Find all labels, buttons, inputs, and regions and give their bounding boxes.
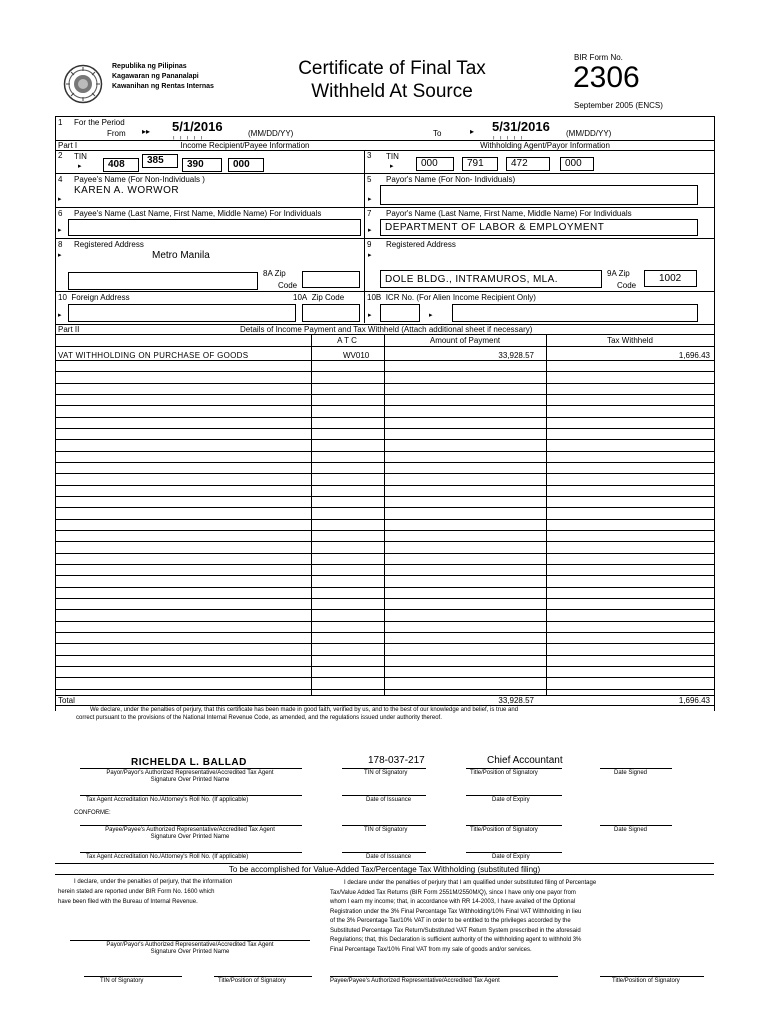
payee-tin-part-4[interactable]: 000: [228, 158, 264, 172]
substituted-payee-sig-label: Payee/Payee's Authorized Representative/Accredited Tax Agent: [330, 978, 500, 984]
item-number: 8: [58, 240, 63, 249]
substituted-right-line: Substituted Percentage Tax Return/Substituted VAT Return System prescribed in the aforesaid: [330, 927, 581, 934]
table-row-line: [55, 643, 714, 644]
form-title-line-2: Withheld At Source: [311, 81, 473, 102]
payor-name-label: Payor's Name (For Non- Individuals): [386, 175, 516, 184]
date-format-hint: (MM/DD/YY): [566, 129, 612, 138]
arrow-icon: ▸: [78, 163, 82, 170]
table-row-line: [55, 496, 714, 497]
arrow-icon: ▸: [429, 312, 433, 319]
tin-signatory-label: TIN of Signatory: [364, 770, 408, 776]
row-amount: 33,928.57: [498, 351, 534, 360]
date-signed-label: Date Signed: [614, 770, 648, 776]
table-row-line: [55, 428, 714, 429]
payor-sig-label: Payor/Payor's Authorized Representative/Accredited Tax Agent Signature Over Printed Name: [106, 770, 274, 783]
table-row-line: [55, 632, 714, 633]
table-row-line: [55, 519, 714, 520]
signatory-title: Chief Accountant: [487, 755, 563, 766]
payee-tin-part-2[interactable]: 385: [142, 154, 178, 168]
table-row-line: [55, 417, 714, 418]
payee-zip-label: 8A Zip: [263, 269, 286, 278]
period-label: For the Period: [74, 118, 125, 127]
icr-label: 10B ICR No. (For Alien Income Recipient Only): [367, 293, 536, 302]
arrow-icon: ▸: [368, 252, 372, 259]
substituted-left-line-3: have been filed with the Bureau of Internal Revenue.: [58, 899, 198, 905]
payee-zip-field[interactable]: [302, 271, 360, 288]
table-row-line: [55, 587, 714, 588]
table-row-line: [55, 564, 714, 565]
total-label: Total: [58, 696, 75, 705]
table-row-line: [55, 360, 714, 361]
payor-info-heading: Withholding Agent/Payor Information: [480, 141, 610, 150]
form-no-label: BIR Form No.: [574, 53, 623, 62]
date-signed-label: Date Signed: [614, 827, 648, 833]
table-row-line: [55, 405, 714, 406]
arrow-icon: ▸: [58, 196, 62, 203]
date-expiry-label: Date of Expiry: [492, 854, 530, 860]
foreign-address-field[interactable]: [68, 304, 296, 322]
part2-label: Part II: [58, 325, 80, 334]
tin-signatory-label: TIN of Signatory: [364, 827, 408, 833]
item-number: 9: [367, 240, 372, 249]
table-row-line: [55, 655, 714, 656]
period-from-field[interactable]: 5/1/2016: [172, 119, 223, 134]
item-number: 2: [58, 151, 63, 160]
total-amount: 33,928.57: [498, 696, 534, 705]
payor-name-field[interactable]: [380, 185, 698, 205]
date-issuance-label: Date of Issuance: [366, 854, 412, 860]
accreditation-label: Tax Agent Accreditation No./Attorney's Roll No. (If applicable): [86, 854, 249, 860]
substituted-right-line: Tax/Value Added Tax Returns (BIR Form 2551M/2550M/Q), since I have only one payor from: [330, 889, 576, 896]
payee-name-field[interactable]: KAREN A. WORWOR: [74, 185, 180, 196]
item-number: 4: [58, 175, 63, 184]
arrow-icon: ▸: [58, 227, 62, 234]
substituted-payor-sig-label: Payor/Payor's Authorized Representative/Accredited Tax Agent Signature Over Printed Name: [106, 942, 274, 955]
payee-sig-label: Payee/Payee's Authorized Representative/Accredited Tax Agent Signature Over Printed Name: [105, 827, 275, 840]
form-version: September 2005 (ENCS): [574, 101, 663, 110]
table-row-line: [55, 677, 714, 678]
substituted-right-line: Final Percentage Tax/10% Final VAT from my sale of goods and/or services.: [330, 946, 532, 953]
from-arrows: ▸▸: [142, 127, 151, 136]
arrow-icon: ▸: [368, 227, 372, 234]
date-expiry-label: Date of Expiry: [492, 797, 530, 803]
date-tick-marks: ╷ ╷ ╷ ╷ ╷: [172, 134, 204, 140]
table-row-line: [55, 621, 714, 622]
date-tick-marks: ╷ ╷ ╷ ╷ ╷: [492, 134, 524, 140]
payor-individual-name-field[interactable]: DEPARTMENT OF LABOR & EMPLOYMENT: [380, 219, 698, 236]
title-signatory-label: Title/Position of Signatory: [470, 770, 538, 776]
item-number: 5: [367, 175, 372, 184]
substituted-right-line: whom I earn my income; that, in accordance with RR 14-2003, I have availed of the Optional: [330, 899, 576, 905]
table-row-line: [55, 553, 714, 554]
col-tax-header: Tax Withheld: [607, 336, 653, 345]
substituted-left-line-2: herein stated are reported under BIR Form No. 1600 which: [58, 889, 215, 895]
table-row-line: [55, 451, 714, 452]
icr-field-left[interactable]: [380, 304, 420, 322]
table-row-line: [55, 394, 714, 395]
payee-address-value[interactable]: Metro Manila: [152, 250, 210, 261]
table-row-line: [55, 439, 714, 440]
payee-zip-code-label: Code: [278, 281, 298, 290]
payor-tin-label: TIN: [386, 152, 399, 161]
table-row-line: [55, 485, 714, 486]
signatory-name: RICHELDA L. BALLAD: [131, 757, 247, 768]
col-amount-header: Amount of Payment: [429, 336, 501, 345]
form-no: 2306: [573, 61, 640, 94]
substituted-right-line: I declare under the penalties of perjury that I am qualified under substituted filing of Percentage: [344, 880, 597, 886]
signatory-tin: 178-037-217: [368, 755, 425, 766]
foreign-zip-field[interactable]: [302, 304, 360, 322]
table-row-line: [55, 666, 714, 667]
substituted-title-label: Title/Position of Signatory: [218, 978, 286, 984]
table-row-line: [55, 575, 714, 576]
to-arrow: ▸: [470, 127, 475, 136]
substituted-right-text: [330, 879, 710, 955]
payor-zip-field[interactable]: 1002: [644, 270, 697, 287]
bir-seal-icon: [63, 64, 103, 104]
substituted-left-line-1: I declare, under the penalties of perjury, that the information: [74, 879, 233, 885]
declaration-line-1: We declare, under the penalties of perjury, that this certificate has been made in good faith, verified by us, and to the best of our knowledge and belief, is true and: [90, 707, 519, 713]
foreign-address-label: 10 Foreign Address: [58, 293, 130, 302]
date-issuance-label: Date of Issuance: [366, 797, 412, 803]
arrow-icon: ▸: [368, 312, 372, 319]
accreditation-label: Tax Agent Accreditation No./Attorney's Roll No. (If applicable): [86, 797, 249, 803]
substituted-right-line: of the 3% Percentage Tax/10% VAT in order to be entitled to the privileges accorded by the: [330, 918, 571, 924]
payee-tin-label: TIN: [74, 152, 87, 161]
substituted-tin-label: TIN of Signatory: [100, 978, 144, 984]
arrow-icon: ▸: [390, 163, 394, 170]
payor-zip-label: 9A Zip: [607, 269, 630, 278]
table-row-line: [55, 371, 714, 372]
foreign-zip-label: 10A Zip Code: [293, 293, 345, 302]
total-tax: 1,696.43: [678, 696, 710, 705]
declaration-line-2: correct pursuant to the provisions of the National Internal Revenue Code, as amended, and the regulations issued under authority thereof.: [76, 715, 442, 721]
to-label: To: [433, 129, 442, 138]
payee-address-field[interactable]: [68, 272, 258, 290]
payee-individual-name-label: Payee's Name (Last Name, First Name, Middle Name) For Individuals: [74, 209, 322, 218]
arrow-icon: ▸: [58, 312, 62, 319]
payee-tin-part-1[interactable]: 408: [103, 158, 139, 172]
part2-heading: Details of Income Payment and Tax Withheld (Attach additional sheet if necessary): [240, 325, 533, 334]
table-row-line: [55, 609, 714, 610]
item-number: 7: [367, 209, 372, 218]
payee-info-heading: Income Recipient/Payee Information: [180, 141, 310, 150]
conforme-label: CONFORME:: [74, 810, 111, 816]
payee-address-label: Registered Address: [74, 240, 144, 249]
table-row-line: [55, 541, 714, 542]
item-number: 1: [58, 118, 63, 127]
arrow-icon: ▸: [58, 252, 62, 259]
payee-tin-part-3[interactable]: 390: [182, 158, 222, 172]
agency-line-1: Republika ng Pilipinas: [112, 63, 187, 70]
row-tax: 1,696.43: [678, 351, 710, 360]
table-row-line: [55, 473, 714, 474]
payor-individual-name-label: Payor's Name (Last Name, First Name, Middle Name) For Individuals: [386, 209, 632, 218]
payee-name-label: Payee's Name (For Non-Individuals ): [74, 175, 205, 184]
row-description: VAT WITHHOLDING ON PURCHASE OF GOODS: [58, 351, 249, 360]
payor-tin-part-1[interactable]: 000: [416, 157, 454, 171]
row-atc: WV010: [343, 351, 370, 360]
payor-address-field[interactable]: DOLE BLDG., INTRAMUROS, MLA.: [380, 270, 602, 288]
agency-line-2: Kagawaran ng Pananalapi: [112, 73, 199, 80]
payor-tin-part-3[interactable]: 472: [506, 157, 550, 171]
payor-tin-part-2[interactable]: 791: [462, 157, 498, 171]
date-format-hint: (MM/DD/YY): [248, 129, 294, 138]
item-number: 6: [58, 209, 63, 218]
substituted-right-line: Registration under the 3% Final Percentage Tax Withholding/10% Final VAT Withholding in lieu: [330, 908, 582, 915]
from-label: From: [107, 129, 126, 138]
substituted-heading: To be accomplished for Value-Added Tax/Percentage Tax Withholding (substituted filing): [228, 865, 541, 874]
table-row-line: [55, 462, 714, 463]
payor-tin-part-4[interactable]: 000: [560, 157, 594, 171]
table-row-line: [55, 383, 714, 384]
table-row-line: [55, 507, 714, 508]
substituted-right-line: Regulations; that, this Declaration is sufficient authority of the withholding agent to withhold 3%: [330, 937, 582, 943]
col-atc-header: A T C: [337, 336, 357, 345]
period-to-field[interactable]: 5/31/2016: [492, 119, 550, 134]
agency-line-3: Kawanihan ng Rentas Internas: [112, 83, 214, 90]
payor-zip-code-label: Code: [617, 281, 637, 290]
item-number: 3: [367, 151, 372, 160]
table-row-line: [55, 530, 714, 531]
part1-label: Part I: [58, 141, 78, 150]
icr-field[interactable]: [452, 304, 698, 322]
payee-individual-name-field[interactable]: [68, 219, 361, 236]
substituted-title-label-2: Title/Position of Signatory: [612, 978, 680, 984]
form-title-line-1: Certificate of Final Tax: [298, 58, 486, 79]
payor-address-label: Registered Address: [386, 240, 456, 249]
table-row-line: [55, 689, 714, 690]
table-row-line: [55, 598, 714, 599]
title-signatory-label: Title/Position of Signatory: [470, 827, 538, 833]
arrow-icon: ▸: [368, 196, 372, 203]
